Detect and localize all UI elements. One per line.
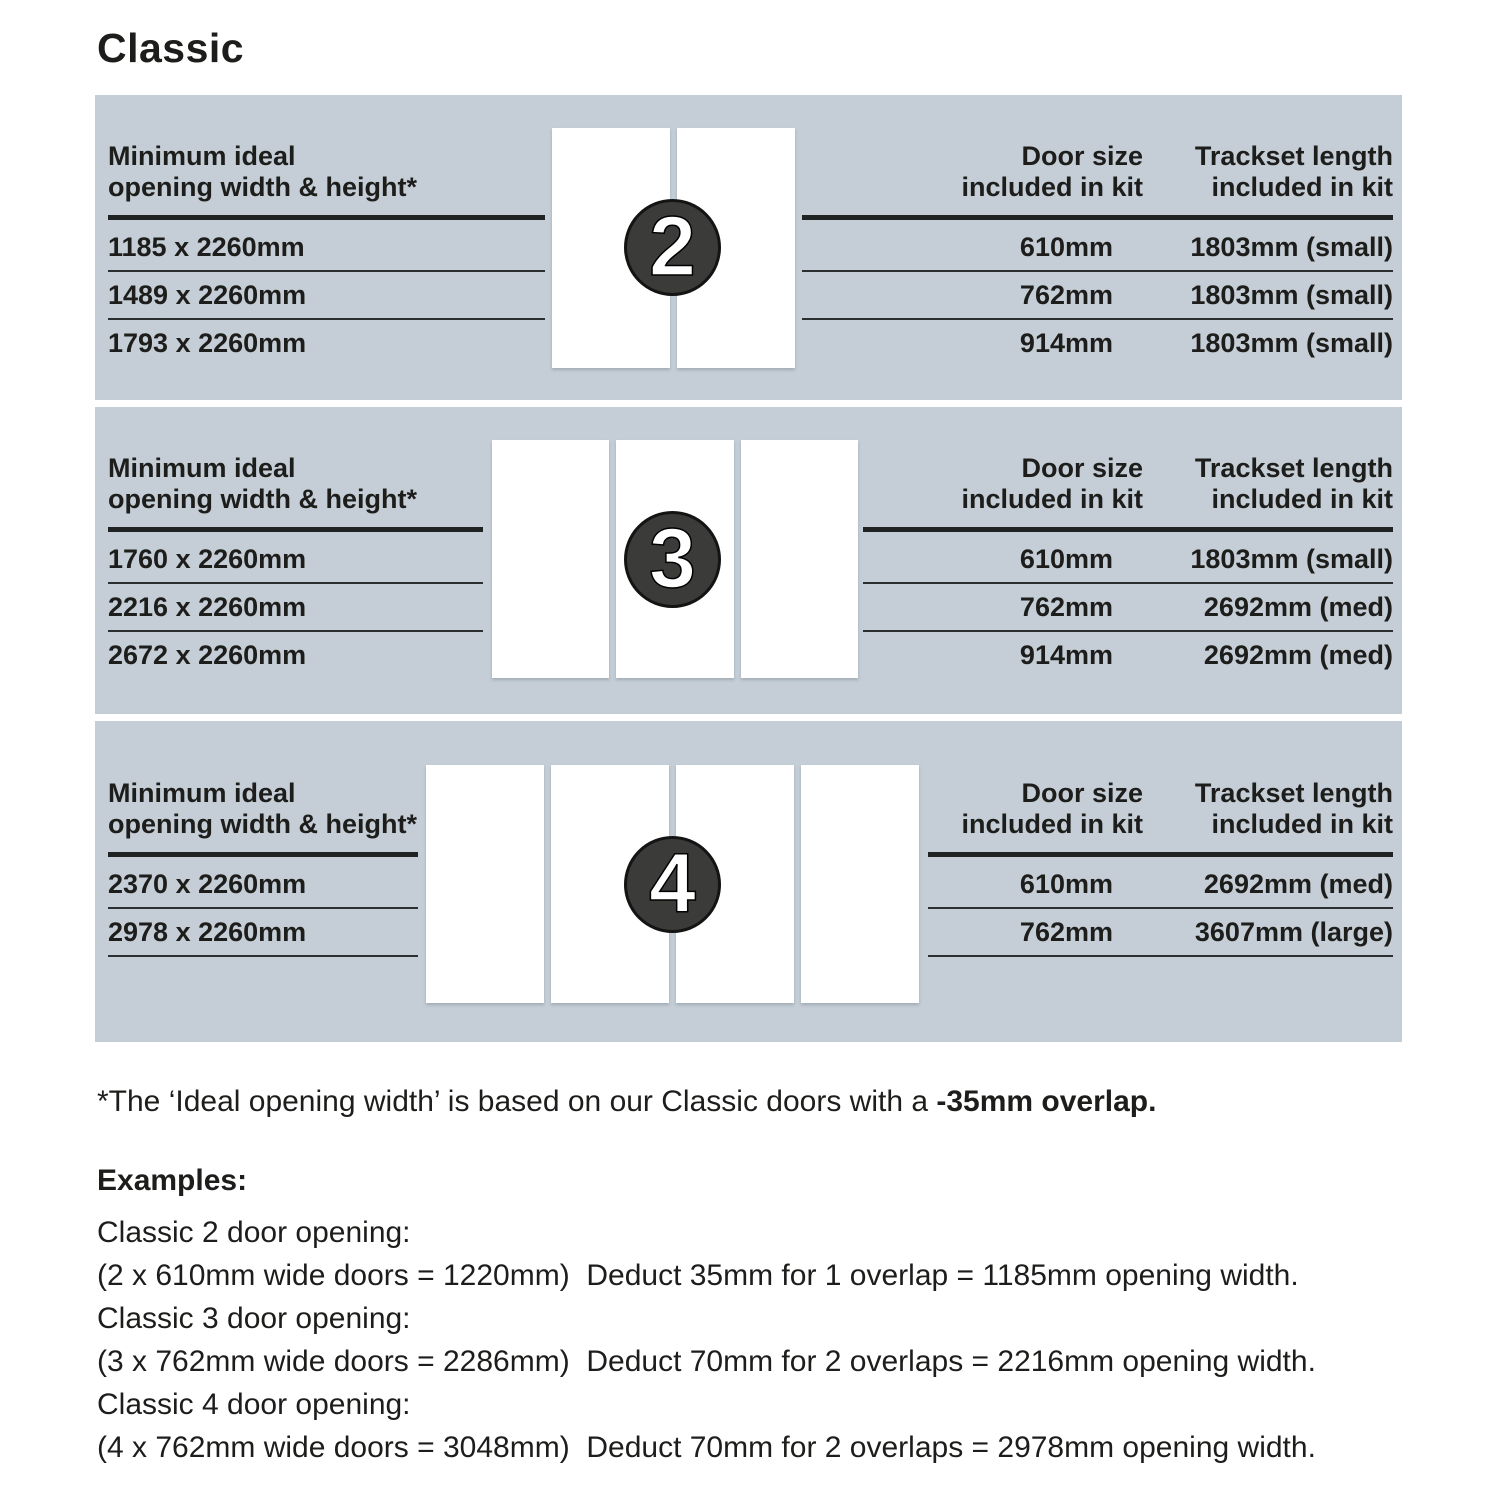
door-size-value: 762mm xyxy=(1019,917,1113,947)
trackset-header-line1: Trackset length xyxy=(1194,141,1393,171)
trackset-length-value: 2692mm (med) xyxy=(1203,869,1393,899)
footnote-text: *The ‘Ideal opening width’ is based on our Classic doors with a xyxy=(97,1085,937,1118)
example-label: Classic 2 door opening: xyxy=(97,1216,411,1249)
trackset-header-line2: included in kit xyxy=(1211,809,1393,839)
trackset-length-value: 1803mm (small) xyxy=(1190,544,1393,574)
opening-size-header xyxy=(108,141,545,220)
door-count-badge: 3 xyxy=(624,511,721,608)
trackset-header-line2: included in kit xyxy=(1211,484,1393,514)
trackset-length-value: 1803mm (small) xyxy=(1190,280,1393,310)
opening-header-line2: opening width & height* xyxy=(108,809,417,839)
trackset-length-value: 3607mm (large) xyxy=(1194,917,1393,947)
door-panel xyxy=(426,765,544,1003)
section-2-door-kit xyxy=(95,95,1402,400)
door-panel xyxy=(801,765,919,1003)
opening-row: 1793 x 2260mm xyxy=(108,328,307,358)
door-count-badge: 2 xyxy=(624,199,721,296)
opening-row: 2978 x 2260mm xyxy=(108,909,418,957)
trackset-header-line1: Trackset length xyxy=(1194,778,1393,808)
door-size-value: 610mm xyxy=(1019,544,1113,574)
example-detail: (3 x 762mm wide doors = 2286mm) Deduct 70mm for 2 overlaps = 2216mm opening width. xyxy=(97,1345,1316,1378)
opening-row: 1185 x 2260mm xyxy=(108,224,545,272)
door-size-value: 914mm xyxy=(1019,640,1113,670)
opening-size-header xyxy=(108,778,418,857)
kit-rows xyxy=(928,857,1393,957)
kit-contents-table-3door xyxy=(863,453,1393,678)
example-detail: (4 x 762mm wide doors = 3048mm) Deduct 70mm for 2 overlaps = 2978mm opening width. xyxy=(97,1431,1316,1464)
section-3-door-kit xyxy=(95,407,1402,714)
opening-size-table-4door xyxy=(108,778,418,957)
door-size-header-line2: included in kit xyxy=(961,809,1143,839)
door-size-header-line2: included in kit xyxy=(961,484,1143,514)
trackset-length-header xyxy=(1143,141,1393,203)
opening-row: 2216 x 2260mm xyxy=(108,584,483,632)
door-size-header xyxy=(802,141,1143,203)
opening-size-table-2door xyxy=(108,141,545,366)
opening-header-line1: Minimum ideal xyxy=(108,453,296,483)
trackset-length-header xyxy=(1143,778,1393,840)
kit-row xyxy=(863,536,1393,584)
trackset-header-line1: Trackset length xyxy=(1194,453,1393,483)
trackset-length-value: 2692mm (med) xyxy=(1203,592,1393,622)
kit-row xyxy=(928,909,1393,957)
size-guide-panel xyxy=(95,95,1402,1042)
opening-header-line2: opening width & height* xyxy=(108,484,417,514)
trackset-header-line2: included in kit xyxy=(1211,172,1393,202)
kit-rows xyxy=(863,532,1393,678)
page-title: Classic xyxy=(97,25,245,71)
door-size-header-line1: Door size xyxy=(1021,141,1143,171)
opening-header-line2: opening width & height* xyxy=(108,172,417,202)
trackset-length-value: 1803mm (small) xyxy=(1190,328,1393,358)
door-size-header-line1: Door size xyxy=(1021,778,1143,808)
door-size-header-line2: included in kit xyxy=(961,172,1143,202)
opening-row: 2672 x 2260mm xyxy=(108,640,307,670)
opening-row: 2370 x 2260mm xyxy=(108,861,418,909)
kit-row xyxy=(802,272,1393,320)
door-panel xyxy=(492,440,609,678)
opening-size-table-3door xyxy=(108,453,483,678)
door-size-value: 610mm xyxy=(1019,869,1113,899)
kit-row xyxy=(863,632,1393,678)
opening-rows xyxy=(108,532,483,678)
kit-contents-table-2door xyxy=(802,141,1393,366)
example-label: Classic 3 door opening: xyxy=(97,1302,411,1335)
door-size-header xyxy=(928,778,1143,840)
opening-row: 1489 x 2260mm xyxy=(108,272,545,320)
door-size-header xyxy=(863,453,1143,515)
door-size-header-line1: Door size xyxy=(1021,453,1143,483)
kit-rows xyxy=(802,220,1393,366)
overlap-footnote xyxy=(97,1083,1457,1121)
kit-table-header xyxy=(802,141,1393,220)
door-size-value: 762mm xyxy=(1019,592,1113,622)
opening-rows xyxy=(108,857,418,957)
kit-row xyxy=(802,320,1393,366)
trackset-length-header xyxy=(1143,453,1393,515)
kit-table-header xyxy=(928,778,1393,857)
opening-header-line1: Minimum ideal xyxy=(108,778,296,808)
kit-row xyxy=(802,224,1393,272)
door-size-value: 762mm xyxy=(1019,280,1113,310)
opening-rows xyxy=(108,220,545,366)
section-4-door-kit xyxy=(95,721,1402,1042)
opening-header-line1: Minimum ideal xyxy=(108,141,296,171)
example-label: Classic 4 door opening: xyxy=(97,1388,411,1421)
trackset-length-value: 1803mm (small) xyxy=(1190,232,1393,262)
door-size-value: 610mm xyxy=(1019,232,1113,262)
door-panel xyxy=(741,440,858,678)
opening-row: 1760 x 2260mm xyxy=(108,536,483,584)
kit-row xyxy=(928,861,1393,909)
footer-notes xyxy=(97,1083,1457,1469)
opening-size-header xyxy=(108,453,483,532)
kit-contents-table-4door xyxy=(928,778,1393,957)
kit-table-header xyxy=(863,453,1393,532)
trackset-length-value: 2692mm (med) xyxy=(1203,640,1393,670)
door-size-value: 914mm xyxy=(1019,328,1113,358)
examples-heading: Examples: xyxy=(97,1164,248,1197)
footnote-bold-text: -35mm overlap. xyxy=(936,1085,1157,1118)
door-count-badge: 4 xyxy=(624,836,721,933)
example-detail: (2 x 610mm wide doors = 1220mm) Deduct 35mm for 1 overlap = 1185mm opening width. xyxy=(97,1259,1299,1292)
kit-row xyxy=(863,584,1393,632)
